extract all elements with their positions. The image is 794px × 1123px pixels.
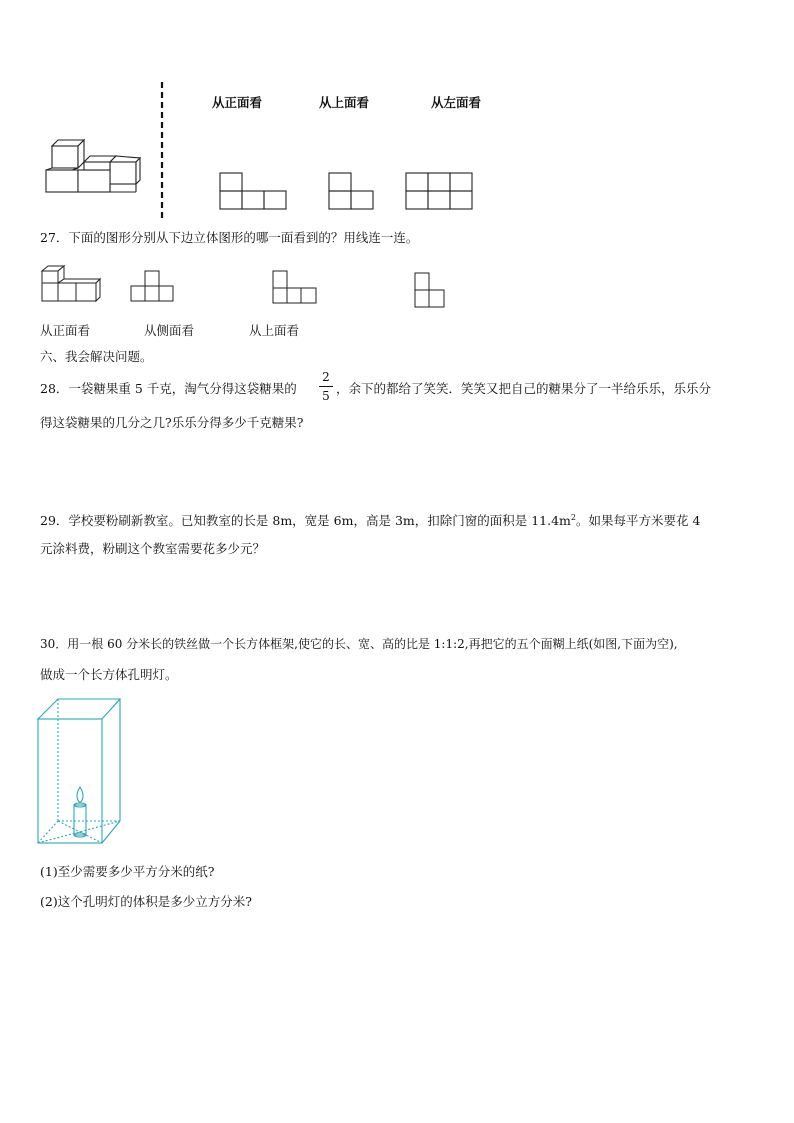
q27-label-front: 从正面看 xyxy=(40,323,91,338)
q29-line1 xyxy=(40,510,700,529)
dashed-divider xyxy=(160,82,164,220)
q27-text: 27．下面的图形分别从下边立体图形的哪一面看到的？用线连一连。 xyxy=(40,230,419,245)
q27-shape-2 xyxy=(272,270,322,306)
q27-shape-3 xyxy=(414,272,448,310)
lantern-figure xyxy=(36,697,126,847)
q30-sub2: (2)这个孔明灯的体积是多少立方分米? xyxy=(40,894,252,909)
cube-stack-figure xyxy=(40,138,140,198)
q28-fraction-bar xyxy=(319,386,333,387)
q27-cube-figure xyxy=(38,265,102,305)
view-grid-a xyxy=(219,172,289,212)
q27-label-side: 从侧面看 xyxy=(144,323,195,338)
q29-line2: 元涂料费，粉刷这个教室需要花多少元？ xyxy=(40,541,266,556)
q29-exponent: 2 xyxy=(570,513,576,522)
view-label-left: 从左面看 xyxy=(431,95,482,110)
q30-line2: 做成一个长方体孔明灯。 xyxy=(40,667,178,682)
view-label-front: 从正面看 xyxy=(212,95,263,110)
q28-fraction xyxy=(319,370,333,403)
q28-fraction-denominator: 5 xyxy=(322,389,330,403)
q28-line1-part1: 28．一袋糖果重 5 千克，淘气分得这袋糖果的 xyxy=(40,381,297,396)
q28-line2: 得这袋糖果的几分之几?乐乐分得多少千克糖果? xyxy=(40,415,304,430)
view-grid-c xyxy=(405,172,477,212)
q27-label-top: 从上面看 xyxy=(249,323,300,338)
section-title: 六、我会解决问题。 xyxy=(40,349,153,364)
q28-line1-part2: ，余下的都给了笑笑．笑笑又把自己的糖果分了一半给乐乐，乐乐分 xyxy=(336,381,712,396)
q27-shape-1 xyxy=(130,270,178,304)
view-grid-b xyxy=(328,172,378,212)
q29-line1-main: 29．学校要粉刷新教室。已知教室的长是 8m，宽是 6m，高是 3m，扣除门窗的面积是 11.4m xyxy=(40,513,571,529)
q30-line1: 30．用一根 60 分米长的铁丝做一个长方体框架,使它的长、宽、高的比是 1:1:2,再把它的五个面糊上纸(如图,下面为空), xyxy=(40,637,678,651)
q28-fraction-numerator: 2 xyxy=(322,370,330,384)
q30-sub1: (1)至少需要多少平方分米的纸? xyxy=(40,864,215,879)
q29-line1-tail: 。如果每平方米要花 4 xyxy=(576,513,701,529)
view-label-top: 从上面看 xyxy=(319,95,370,110)
